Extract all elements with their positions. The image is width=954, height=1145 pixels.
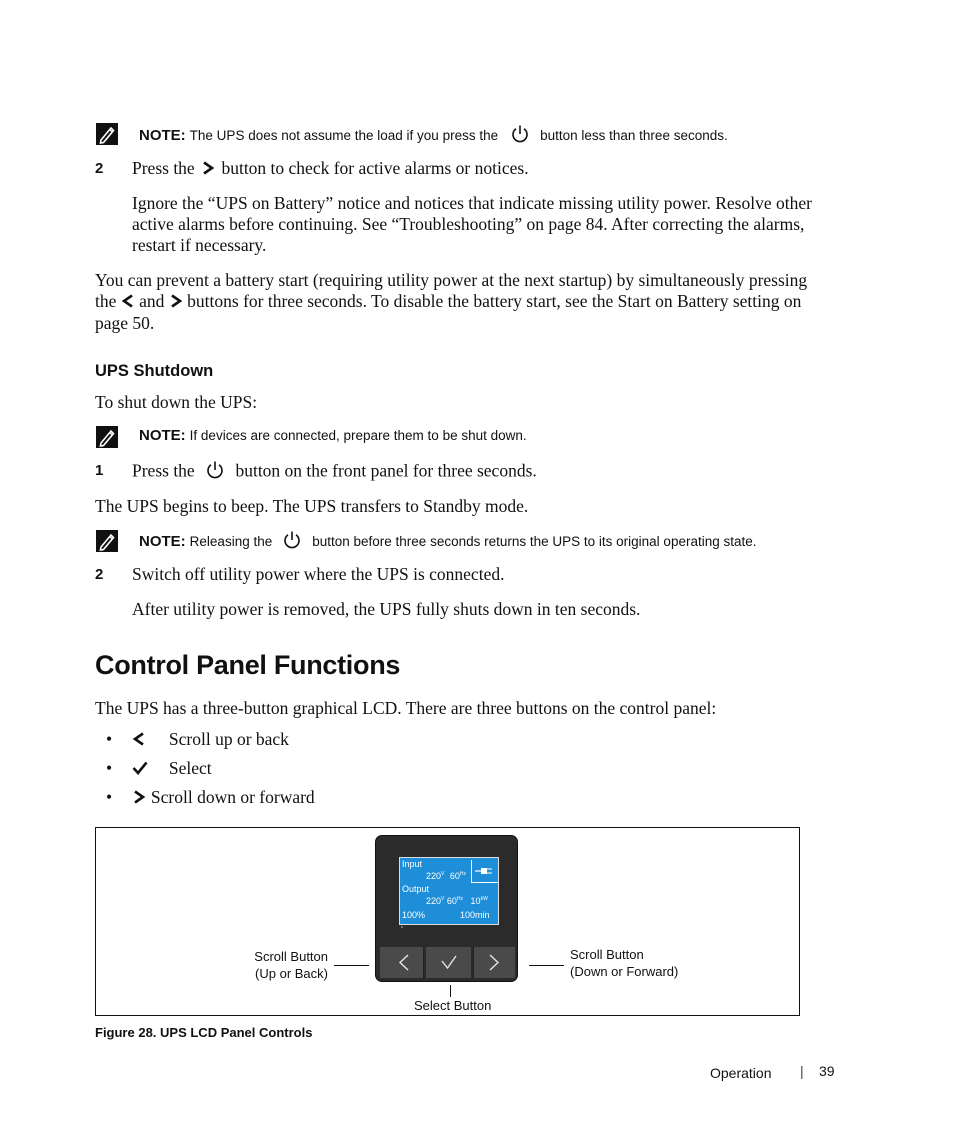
lcd-unit: V bbox=[441, 871, 445, 877]
note-1 bbox=[139, 124, 728, 149]
step-number: 2 bbox=[95, 160, 104, 177]
lcd-unit: kW bbox=[480, 896, 488, 902]
note-text: The UPS does not assume the load if you press the bbox=[189, 128, 499, 144]
lcd-indicator-dot bbox=[401, 926, 403, 928]
checkmark-icon bbox=[132, 759, 148, 780]
lcd-output-label: Output bbox=[402, 884, 430, 894]
note-2 bbox=[139, 427, 527, 445]
paragraph-line: active alarms before continuing. See “Troubleshooting” on page 84. After correcting the alarms, bbox=[132, 214, 805, 234]
page-number: 39 bbox=[819, 1063, 835, 1079]
lcd-runtime: 100min bbox=[460, 910, 490, 920]
beep-paragraph: The UPS begins to beep. The UPS transfers to Standby mode. bbox=[95, 496, 529, 516]
footer-section: Operation bbox=[710, 1065, 772, 1081]
lcd-input-voltage: 220 bbox=[426, 871, 442, 881]
lcd-load-percent: 100% bbox=[402, 910, 426, 920]
lcd-unit: Hz bbox=[459, 871, 467, 877]
bullet-text: Scroll up or back bbox=[168, 729, 289, 749]
step-text: button on the front panel for three seconds. bbox=[235, 460, 537, 481]
step-number: 1 bbox=[95, 462, 104, 479]
paragraph-line: page 50. bbox=[95, 313, 155, 334]
footer-separator: | bbox=[800, 1063, 804, 1079]
callout-line: (Down or Forward) bbox=[570, 964, 679, 979]
text-fragment: buttons for three seconds. To disable the battery start, see the Start on Battery setting on bbox=[187, 291, 802, 311]
note-icon bbox=[96, 530, 118, 552]
power-icon bbox=[282, 530, 302, 555]
page-heading: Control Panel Functions bbox=[95, 650, 401, 680]
note-label: NOTE: bbox=[139, 127, 186, 145]
paragraph-line bbox=[95, 291, 807, 313]
note-3 bbox=[139, 530, 757, 555]
bullet-item bbox=[106, 787, 315, 809]
lcd-input-label: Input bbox=[402, 859, 423, 869]
step-text: Press the bbox=[132, 158, 195, 178]
text-fragment: the bbox=[95, 291, 117, 311]
callout-line: (Up or Back) bbox=[255, 966, 328, 981]
right-arrow-icon bbox=[201, 159, 215, 180]
bullet-text: Scroll down or forward bbox=[150, 787, 315, 807]
callout-scroll-down bbox=[570, 946, 678, 980]
right-arrow-icon bbox=[169, 292, 183, 313]
lcd-unit: V bbox=[441, 896, 445, 902]
section-heading: UPS Shutdown bbox=[95, 362, 214, 380]
lcd-output-power: 10 bbox=[470, 896, 481, 906]
lcd-screen bbox=[399, 857, 499, 925]
power-icon bbox=[510, 124, 530, 149]
bullet-dot: • bbox=[106, 729, 113, 749]
callout-leader-line bbox=[334, 965, 369, 966]
left-arrow-icon bbox=[121, 292, 135, 313]
left-arrow-icon bbox=[132, 730, 146, 751]
lcd-input-values bbox=[426, 871, 466, 881]
right-arrow-icon bbox=[132, 788, 146, 809]
callout-line: Scroll Button bbox=[254, 949, 328, 964]
step-text: button to check for active alarms or notices. bbox=[221, 158, 529, 178]
callout-leader-line bbox=[450, 985, 451, 997]
after-paragraph: After utility power is removed, the UPS fully shuts down in ten seconds. bbox=[132, 599, 641, 619]
ignore-paragraph bbox=[132, 193, 812, 256]
callout-scroll-up bbox=[240, 948, 328, 982]
step-2-text bbox=[132, 158, 529, 180]
lcd-input-frequency: 60 bbox=[449, 871, 460, 881]
note-text: If devices are connected, prepare them to be shut down. bbox=[189, 428, 527, 443]
lcd-plug-icon bbox=[471, 860, 498, 883]
bullet-item bbox=[106, 729, 289, 751]
callout-leader-line bbox=[529, 965, 564, 966]
paragraph-line: You can prevent a battery start (requiring utility power at the next startup) by simultaneously pressing bbox=[95, 270, 808, 290]
select-button[interactable] bbox=[426, 947, 471, 978]
step-2b-text: Switch off utility power where the UPS is connected. bbox=[132, 564, 505, 584]
lcd-output-voltage: 220 bbox=[426, 896, 442, 906]
bullet-text: Select bbox=[168, 758, 212, 778]
step-1-text bbox=[132, 460, 537, 485]
scroll-down-button[interactable] bbox=[473, 947, 515, 978]
prevent-paragraph bbox=[95, 270, 807, 334]
text-fragment: and bbox=[139, 291, 165, 311]
cpf-intro: The UPS has a three-button graphical LCD. There are three buttons on the control panel: bbox=[95, 698, 717, 718]
figure-caption: Figure 28. UPS LCD Panel Controls bbox=[95, 1025, 313, 1040]
note-text: button less than three seconds. bbox=[540, 128, 728, 144]
lcd-output-frequency: 60 bbox=[446, 896, 457, 906]
lcd-unit: Hz bbox=[456, 896, 464, 902]
note-icon bbox=[96, 123, 118, 145]
note-label: NOTE: bbox=[139, 427, 186, 444]
note-icon bbox=[96, 426, 118, 448]
paragraph-line: Ignore the “UPS on Battery” notice and notices that indicate missing utility power. Resolve other bbox=[132, 193, 812, 213]
bullet-dot: • bbox=[106, 758, 113, 778]
paragraph-line: restart if necessary. bbox=[132, 235, 267, 255]
step-text: Press the bbox=[132, 460, 195, 481]
note-text: Releasing the bbox=[189, 534, 273, 550]
scroll-up-button[interactable] bbox=[380, 947, 424, 978]
callout-select: Select Button bbox=[414, 998, 492, 1013]
note-label: NOTE: bbox=[139, 533, 186, 551]
lcd-panel bbox=[375, 835, 518, 982]
lcd-output-values bbox=[426, 896, 488, 906]
bullet-item bbox=[106, 758, 212, 780]
shutdown-intro: To shut down the UPS: bbox=[95, 392, 258, 412]
callout-line: Scroll Button bbox=[570, 947, 644, 962]
step-number: 2 bbox=[95, 566, 104, 583]
note-text: button before three seconds returns the UPS to its original operating state. bbox=[312, 534, 757, 550]
bullet-dot: • bbox=[106, 787, 113, 807]
power-icon bbox=[205, 460, 225, 485]
